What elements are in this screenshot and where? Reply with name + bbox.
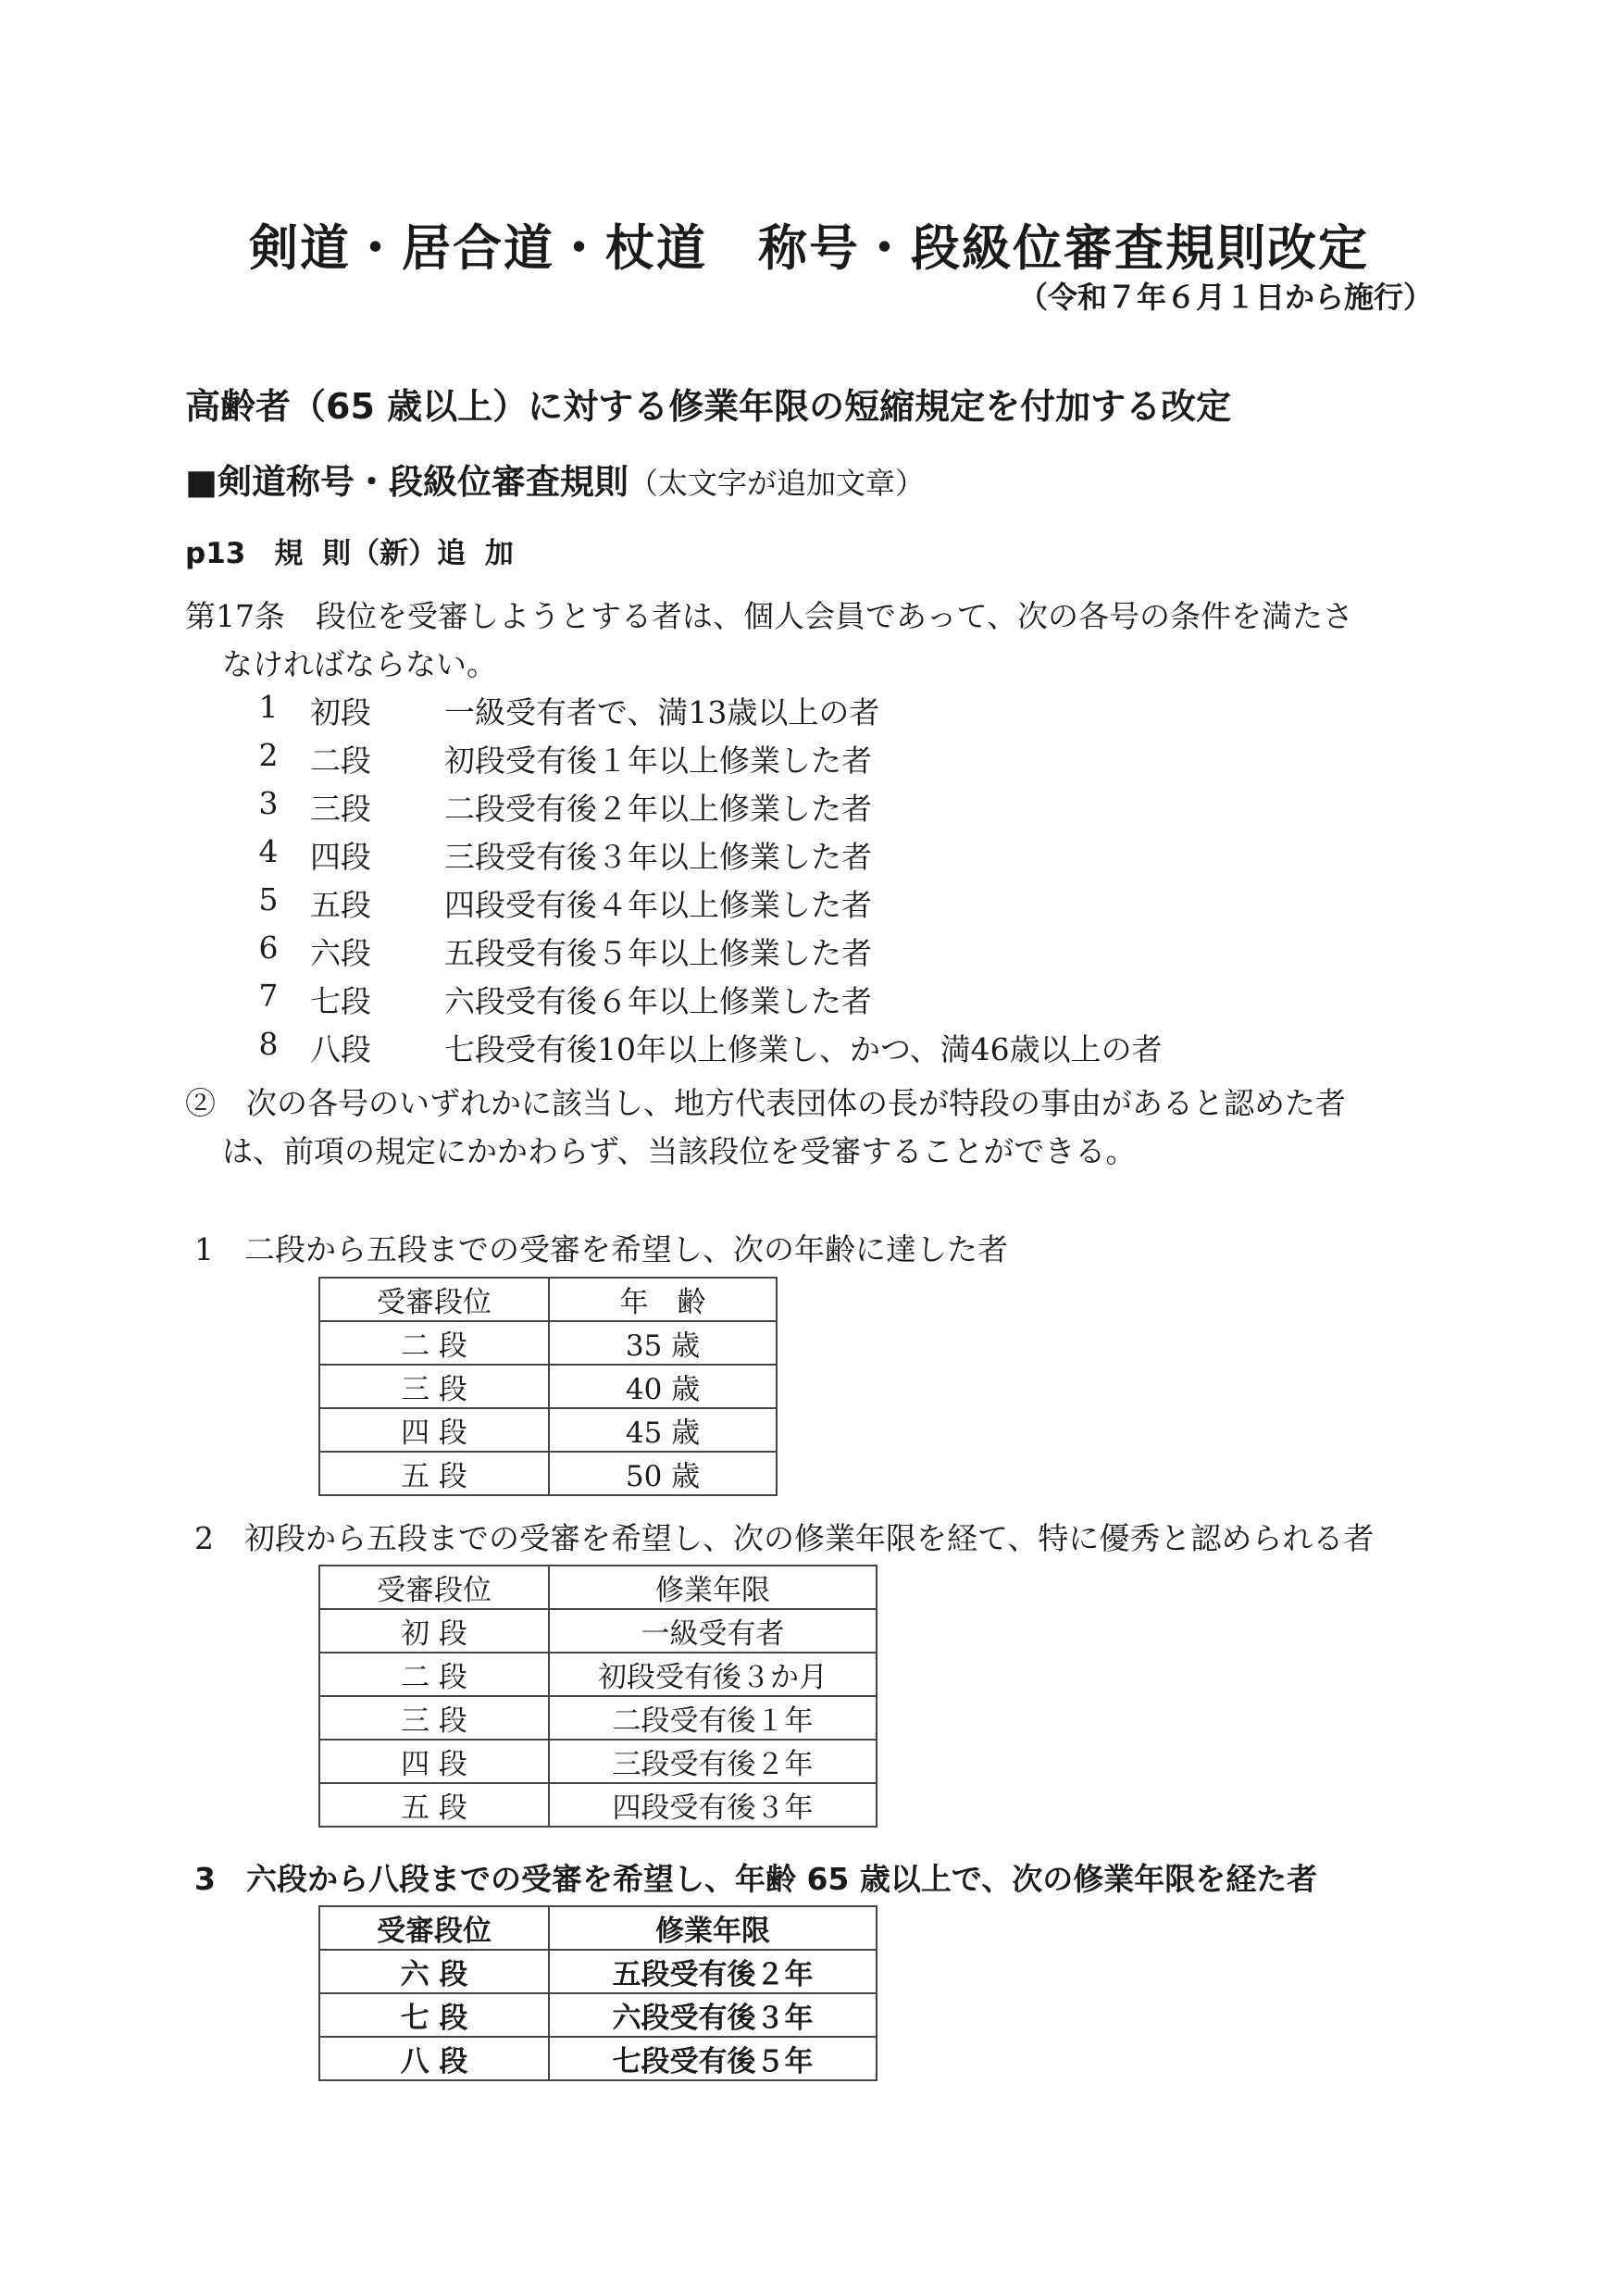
item-requirement: 三段受有後３年以上修業した者 <box>444 839 872 875</box>
item-rank: 初段 <box>310 694 371 730</box>
table-cell: 二段受有後１年 <box>549 1696 877 1740</box>
table-cell: 七 段 <box>319 1993 549 2037</box>
article-line-1: 第17条 段位を受審しようとする者は、個人会員であって、次の各号の条件を満たさ <box>185 598 1354 634</box>
paragraph-2-line-1: ② 次の各号のいずれかに該当し、地方代表団体の長が特段の事由があると認めた者 <box>185 1085 1346 1121</box>
table-cell: 初 段 <box>319 1609 549 1653</box>
revision-heading: 高齢者（65 歳以上）に対する修業年限の短縮規定を付加する改定 <box>185 386 1232 427</box>
table-cell: 八 段 <box>319 2037 549 2080</box>
table-row <box>319 1609 877 1653</box>
table-header-row <box>319 1278 777 1321</box>
table-header-cell: 修業年限 <box>549 1566 877 1609</box>
table-header-cell: 受審段位 <box>319 1278 549 1321</box>
item-rank: 二段 <box>310 742 371 779</box>
item-requirement: 七段受有後10年以上修業し、かつ、満46歳以上の者 <box>444 1031 1163 1067</box>
item-rank: 四段 <box>310 839 371 875</box>
page-reference: p13 規 則（新）追 加 <box>185 537 514 570</box>
table-cell: 四 段 <box>319 1408 549 1452</box>
table-row <box>319 1950 877 1993</box>
table-cell: 一級受有者 <box>549 1609 877 1653</box>
item-requirement: 四段受有後４年以上修業した者 <box>444 887 872 923</box>
item-number: 6 <box>258 930 279 966</box>
article-item <box>255 737 1365 783</box>
article-line-2: なければならない。 <box>222 646 497 682</box>
table-cell: 三 段 <box>319 1365 549 1408</box>
table-cell: 45 歳 <box>549 1408 777 1452</box>
clause-2-text: 2 初段から五段までの受審を希望し、次の修業年限を経て、特に優秀と認められる者 <box>194 1520 1375 1556</box>
table-header-cell: 受審段位 <box>319 1906 549 1950</box>
item-number: 7 <box>258 978 279 1014</box>
table-header-row <box>319 1566 877 1609</box>
article-item <box>255 930 1365 976</box>
age-requirement-table <box>318 1277 778 1496</box>
table-cell: 五段受有後２年 <box>549 1950 877 1993</box>
item-requirement: 一級受有者で、満13歳以上の者 <box>444 694 880 730</box>
table-row <box>319 1452 777 1495</box>
table-cell: 二 段 <box>319 1321 549 1365</box>
item-number: 5 <box>258 881 279 917</box>
table-header-cell: 年 齢 <box>549 1278 777 1321</box>
table-cell: 四段受有後３年 <box>549 1783 877 1827</box>
table-cell: 六 段 <box>319 1950 549 1993</box>
item-number: 8 <box>258 1026 279 1062</box>
table-row <box>319 1653 877 1696</box>
item-requirement: 六段受有後６年以上修業した者 <box>444 983 872 1019</box>
table-cell: 初段受有後３か月 <box>549 1653 877 1696</box>
table-cell: 35 歳 <box>549 1321 777 1365</box>
item-requirement: 二段受有後２年以上修業した者 <box>444 791 872 827</box>
item-number: 1 <box>258 689 279 725</box>
table-header-row <box>319 1906 877 1950</box>
article-item <box>255 1026 1365 1072</box>
item-number: 2 <box>258 737 279 773</box>
table-cell: 50 歳 <box>549 1452 777 1495</box>
item-rank: 三段 <box>310 791 371 827</box>
table-cell: 五 段 <box>319 1452 549 1495</box>
table-cell: 40 歳 <box>549 1365 777 1408</box>
table-row <box>319 1783 877 1827</box>
item-rank: 七段 <box>310 983 371 1019</box>
section-note: （太文字が追加文章） <box>628 466 925 501</box>
table-cell: 四 段 <box>319 1740 549 1783</box>
table-header-cell: 修業年限 <box>549 1906 877 1950</box>
table-row <box>319 1696 877 1740</box>
table-row <box>319 2037 877 2080</box>
table-header-cell: 受審段位 <box>319 1566 549 1609</box>
section-label: ■剣道称号・段級位審査規則 <box>185 462 629 502</box>
table-cell: 二 段 <box>319 1653 549 1696</box>
table-row <box>319 1993 877 2037</box>
clause-3-text: 3 六段から八段までの受審を希望し、年齢 65 歳以上で、次の修業年限を経た者 <box>194 1861 1318 1897</box>
paragraph-2-line-2: は、前項の規定にかかわらず、当該段位を受審することができる。 <box>222 1133 1137 1169</box>
training-period-table <box>318 1565 877 1828</box>
item-requirement: 初段受有後１年以上修業した者 <box>444 742 872 779</box>
article-item <box>255 833 1365 880</box>
page-title: 剣道・居合道・杖道 称号・段級位審査規則改定 <box>249 220 1369 277</box>
item-number: 4 <box>258 833 279 869</box>
table-row <box>319 1321 777 1365</box>
table-cell: 五 段 <box>319 1783 549 1827</box>
article-item <box>255 978 1365 1024</box>
item-rank: 五段 <box>310 887 371 923</box>
section-heading <box>185 454 925 504</box>
senior-training-period-table <box>318 1905 877 2081</box>
item-rank: 六段 <box>310 935 371 971</box>
clause-1-text: 1 二段から五段までの受審を希望し、次の年齢に達した者 <box>194 1231 1008 1267</box>
table-cell: 三段受有後２年 <box>549 1740 877 1783</box>
item-rank: 八段 <box>310 1031 371 1067</box>
article-item <box>255 881 1365 928</box>
table-row <box>319 1365 777 1408</box>
table-cell: 七段受有後５年 <box>549 2037 877 2080</box>
table-cell: 三 段 <box>319 1696 549 1740</box>
table-row <box>319 1408 777 1452</box>
article-item <box>255 785 1365 831</box>
effective-date: （令和７年６月１日から施行） <box>1017 280 1433 315</box>
item-number: 3 <box>258 785 279 821</box>
table-row <box>319 1740 877 1783</box>
table-cell: 六段受有後３年 <box>549 1993 877 2037</box>
item-requirement: 五段受有後５年以上修業した者 <box>444 935 872 971</box>
article-item <box>255 689 1365 735</box>
